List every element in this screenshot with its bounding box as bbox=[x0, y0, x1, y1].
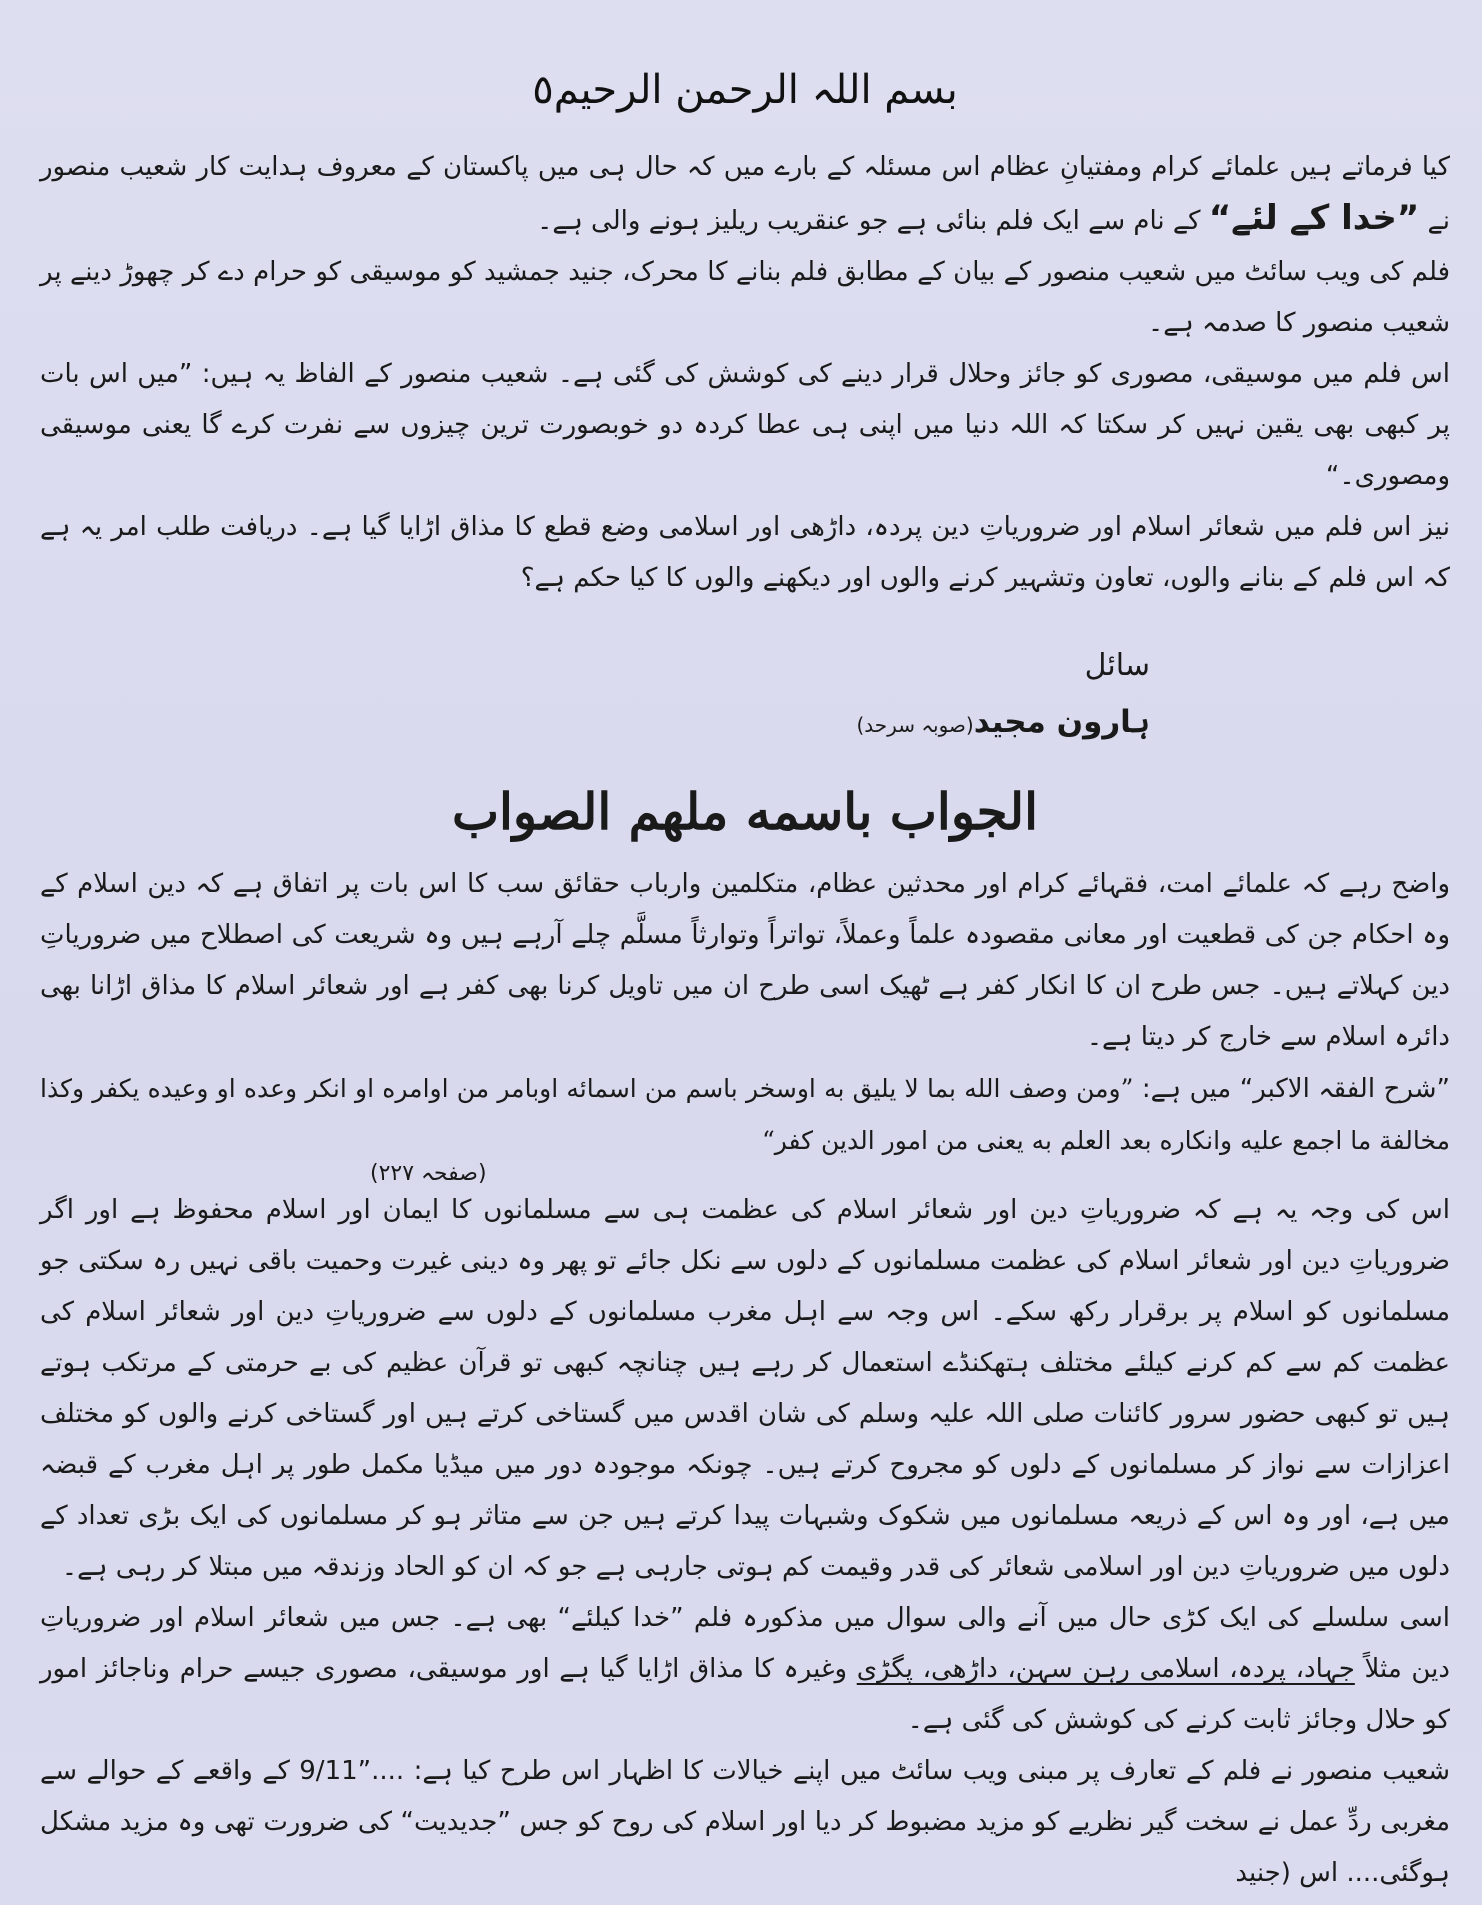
answer-text-3b: وغیرہ کا مذاق اڑایا گیا ہے اور موسیقی، مصوری جیسے حرام وناجائز امور کو حلال وجائز ثابت کرنے کی کوشش کی گئی ہے۔ bbox=[40, 1654, 1450, 1735]
answer-quote bbox=[40, 1063, 1450, 1167]
answer-paragraph-1: واضح رہے کہ علمائے امت، فقہائے کرام اور محدثین عظام، متکلمین وارباب حقائق سب کا اس بات پر اتفاق ہے کہ دین اسلام کے وہ احکام جن کی قطعیت اور معانی مقصودہ علماً وعملاً، تواتراً وتوارثاً مسلَّم چلے آرہے ہیں وہ شریعت کی اصطلاح میں ضروریاتِ دین کہلاتے ہیں۔ جس طرح ان کا انکار کفر ہے ٹھیک اسی طرح ان میں تاویل کرنا بھی کفر ہے اور شعائر اسلام کا مذاق اڑانا بھی دائرہ اسلام سے خارج کر دیتا ہے۔ bbox=[40, 869, 1450, 1052]
question-paragraph-1 bbox=[40, 142, 1450, 247]
asker-region: (صوبہ سرحد) bbox=[856, 713, 974, 737]
question-paragraph-3: اس فلم میں موسیقی، مصوری کو جائز وحلال قرار دینے کی کوشش کی گئی ہے۔ شعیب منصور کے الفاظ یہ ہیں: ”میں اس بات پر کبھی بھی یقین نہیں کر سکتا کہ اللہ دنیا میں اپنی ہی عطا کردہ دو خوبصورت ترین چیزوں سے نفرت کرے گا یعنی موسیقی ومصوری۔“ bbox=[40, 359, 1450, 491]
film-title: ”خدا کے لئے“ bbox=[1208, 198, 1420, 238]
answer-paragraph-3 bbox=[40, 1593, 1450, 1746]
bismillah-heading: بسم اللہ الرحمن الرحیم٥ bbox=[532, 67, 958, 113]
answer-section bbox=[40, 859, 1450, 1899]
asker-line bbox=[40, 694, 1150, 753]
asker-signature bbox=[40, 638, 1150, 753]
quote-reference: (صفحہ ۲۲۷) bbox=[370, 1161, 487, 1186]
question-paragraph-2: فلم کی ویب سائٹ میں شعیب منصور کے بیان کے مطابق فلم بنانے کا محرک، جنید جمشید کو موسیقی کو حرام دے کر چھوڑ دینے پر شعیب منصور کا صدمہ ہے۔ bbox=[40, 257, 1450, 338]
asker-label: سائل bbox=[1084, 648, 1150, 683]
quote-intro: ”شرح الفقہ الاکبر“ میں ہے: bbox=[1133, 1074, 1450, 1104]
fatwa-document bbox=[40, 60, 1450, 1899]
answer-paragraph-4: شعیب منصور نے فلم کے تعارف پر مبنی ویب سائٹ میں اپنے خیالات کا اظہار اس طرح کیا ہے: ....”9/11 کے واقعے کے حوالے سے مغربی ردِّ عمل نے سخت گیر نظریے کو مزید مضبوط کر دیا اور اسلام کی روح کو جس ”جدیدیت“ کی ضرورت تھی وہ مزید مشکل ہوگئی.... اس (جنید bbox=[40, 1756, 1451, 1888]
answer-heading: الجواب باسمه ملهم الصواب bbox=[451, 782, 1039, 841]
quote-arabic: ”ومن وصف الله بما لا يليق به اوسخر باسم من اسمائه اوبامر من اوامره او انكر وعده او وعيده يكفر وكذا مخالفة ما اجمع عليه وانكاره بعد العلم به يعنى من امور الدين كفر“ bbox=[40, 1074, 1450, 1155]
underlined-examples: جہاد، پردہ، اسلامی رہن سہن، داڑھی، پگڑی bbox=[856, 1654, 1355, 1684]
answer-text-3a: اسی سلسلے کی ایک کڑی حال میں آنے والی سوال میں مذکورہ فلم ”خدا کیلئے“ بھی ہے۔ جس میں شعائر اسلام اور ضروریاتِ دین مثلاً bbox=[40, 1603, 1450, 1684]
asker-name: ہارون مجید bbox=[973, 704, 1150, 740]
answer-paragraph-2: اس کی وجہ یہ ہے کہ ضروریاتِ دین اور شعائر اسلام کی عظمت ہی سے مسلمانوں کا ایمان اور اسلام محفوظ ہے اور اگر ضروریاتِ دین اور شعائر اسلام کی عظمت مسلمانوں کے دلوں سے نکل جائے تو پھر وہ دینی غیرت وحمیت باقی نہیں رہ سکتی جو مسلمانوں کو اسلام پر برقرار رکھ سکے۔ اس وجہ سے اہل مغرب مسلمانوں کے دلوں سے ضروریاتِ دین اور شعائر اسلام کی عظمت کم سے کم کرنے کیلئے مختلف ہتھکنڈے استعمال کر رہے ہیں چنانچہ کبھی تو قرآن عظیم کی بے حرمتی کے مرتکب ہوتے ہیں تو کبھی حضور سرور کائنات صلی اللہ علیہ وسلم کی شان اقدس میں گستاخی کرتے ہیں اور گستاخی کرنے والوں کو مختلف اعزازات سے نواز کر مسلمانوں کے دلوں کو مجروح کرتے ہیں۔ چونکہ موجودہ دور میں میڈیا مکمل طور پر اہل مغرب کے قبضہ میں ہے، اور وہ اس کے ذریعہ مسلمانوں میں شکوک وشبہات پیدا کرتے ہیں جن سے متاثر ہو کر مسلمانوں کی ایک بڑی تعداد کے دلوں میں ضروریاتِ دین اور اسلامی شعائر کی قدر وقیمت کم ہوتی جارہی ہے جو کہ ان کو الحاد وزندقہ میں مبتلا کر رہی ہے۔ bbox=[40, 1195, 1450, 1582]
question-text-1a: کیا فرماتے ہیں علمائے کرام ومفتیانِ عظام اس مسئلہ کے بارے میں کہ حال ہی میں پاکستان کے معروف ہدایت کار شعیب منصور نے bbox=[40, 152, 1450, 236]
question-paragraph-4: نیز اس فلم میں شعائر اسلام اور ضروریاتِ دین پردہ، داڑھی اور اسلامی وضع قطع کا مذاق اڑایا گیا ہے۔ دریافت طلب امر یہ ہے کہ اس فلم کے بنانے والوں، تعاون وتشہیر کرنے والوں اور دیکھنے والوں کا کیا حکم ہے؟ bbox=[40, 512, 1450, 593]
question-text-1b: کے نام سے ایک فلم بنائی ہے جو عنقریب ریلیز ہونے والی ہے۔ bbox=[537, 206, 1209, 236]
question-section bbox=[40, 142, 1450, 604]
